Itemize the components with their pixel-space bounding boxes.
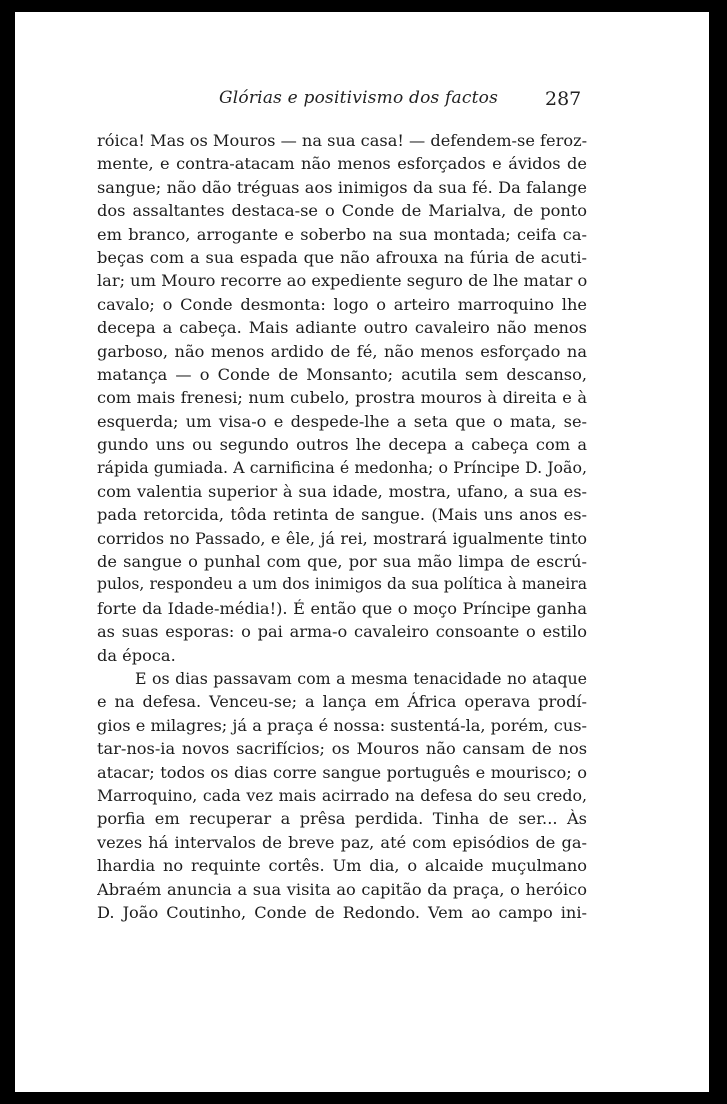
text-line: Abraém anuncia a sua visita ao capitão da praça, o heróico xyxy=(97,879,587,899)
body-text xyxy=(97,129,587,924)
paragraph-first-line: E os dias passavam com a mesma tenacidade no ataque xyxy=(135,668,587,688)
text-line: de sangue o punhal com que, por sua mão limpa de escrú- xyxy=(97,552,587,572)
text-line: beças com a sua espada que não afrouxa na fúria de acuti- xyxy=(97,247,587,267)
page-number: 287 xyxy=(545,88,582,110)
text-line: D. João Coutinho, Conde de Redondo. Vem ao campo ini- xyxy=(97,902,587,922)
text-line: pada retorcida, tôda retinta de sangue. (Mais uns anos es- xyxy=(97,505,587,525)
text-line: esquerda; um visa-o e despede-lhe a seta que o mata, se- xyxy=(97,411,587,431)
text-line: lar; um Mouro recorre ao expediente seguro de lhe matar o xyxy=(97,271,587,291)
text-line: mente, e contra-atacam não menos esforçados e ávidos de xyxy=(97,154,587,174)
text-line: decepa a cabeça. Mais adiante outro cavaleiro não menos xyxy=(97,318,587,338)
text-line: atacar; todos os dias corre sangue português e mourisco; o xyxy=(97,762,587,782)
page-header xyxy=(15,84,709,112)
text-line: vezes há intervalos de breve paz, até com episódios de ga- xyxy=(97,832,587,852)
text-line: porfia em recuperar a prêsa perdida. Tinha de ser... Às xyxy=(97,809,587,829)
text-line: forte da Idade-média!). É então que o moço Príncipe ganha xyxy=(97,598,587,618)
text-line: com mais frenesi; num cubelo, prostra mouros à direita e à xyxy=(97,388,587,408)
text-line: tar-nos-ia novos sacrifícios; os Mouros não cansam de nos xyxy=(97,739,587,759)
text-line: Marroquino, cada vez mais acirrado na defesa do seu credo, xyxy=(97,785,587,805)
text-line: cavalo; o Conde desmonta: logo o arteiro marroquino lhe xyxy=(97,294,587,314)
text-line: gundo uns ou segundo outros lhe decepa a cabeça com a xyxy=(97,435,587,455)
running-title: Glórias e positivismo dos factos xyxy=(219,88,498,108)
text-line: gios e milagres; já a praça é nossa: sustentá-la, porém, cus- xyxy=(97,715,587,735)
text-line: dos assaltantes destaca-se o Conde de Marialva, de ponto xyxy=(97,201,587,221)
text-line: pulos, respondeu a um dos inimigos da sua política à maneira xyxy=(97,575,587,594)
paragraph-last-line: da época. xyxy=(97,645,176,665)
text-line: com valentia superior à sua idade, mostra, ufano, a sua es- xyxy=(97,481,587,501)
text-line: em branco, arrogante e soberbo na sua montada; ceifa ca- xyxy=(97,224,587,244)
text-line: rápida gumiada. A carnificina é medonha; o Príncipe D. João, xyxy=(97,458,587,478)
book-page xyxy=(15,12,709,1092)
text-line: e na defesa. Venceu-se; a lança em África operava prodí- xyxy=(97,692,587,712)
text-line: sangue; não dão tréguas aos inimigos da sua fé. Da falange xyxy=(97,177,587,197)
text-line: as suas esporas: o pai arma-o cavaleiro consoante o estilo xyxy=(97,622,587,642)
text-line: matança — o Conde de Monsanto; acutila sem descanso, xyxy=(97,364,587,384)
text-line: corridos no Passado, e êle, já rei, mostrará igualmente tinto xyxy=(97,528,587,548)
text-line: lhardia no requinte cortês. Um dia, o alcaide muçulmano xyxy=(97,856,587,876)
text-line: garboso, não menos ardido de fé, não menos esforçado na xyxy=(97,341,587,361)
text-line: róica! Mas os Mouros — na sua casa! — defendem-se feroz- xyxy=(97,131,587,150)
